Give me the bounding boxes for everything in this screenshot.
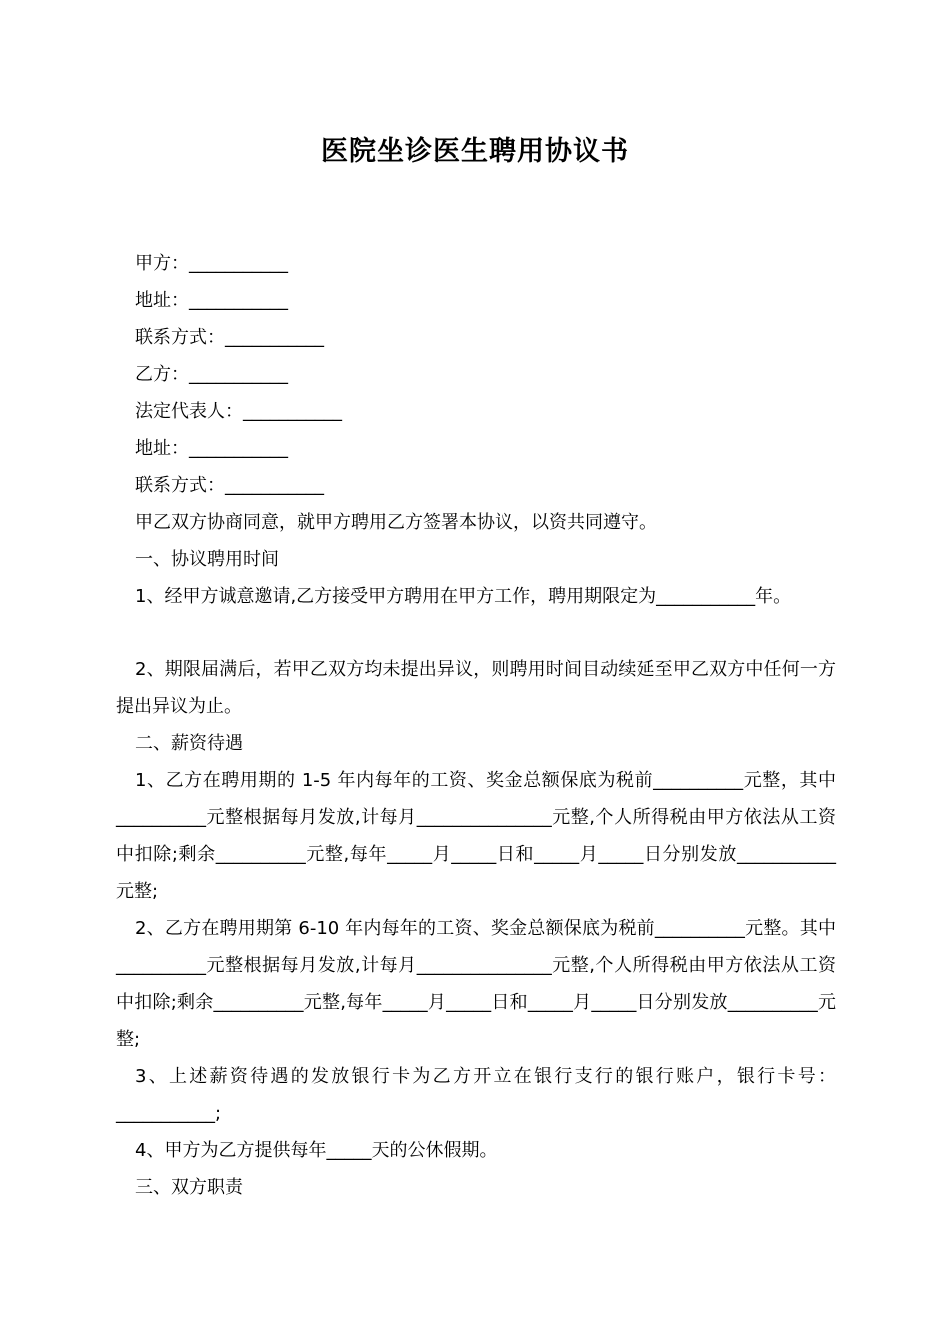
document-body [116, 245, 836, 1206]
section-2-item-1: 1、乙方在聘用期的 1-5 年内每年的工资、奖金总额保底为税前__________元整，其中__________元整根据每月发放,计每月_______________元整,个人所得税由甲方依法从工资中扣除;剩余__________元整,每年_____月_____日和_____月_____日分别发放___________元整; [116, 770, 836, 902]
party-a-name-line: 甲方：___________ [135, 253, 288, 274]
section-2-item-2: 2、乙方在聘用期第 6-10 年内每年的工资、奖金总额保底为税前__________元整。其中__________元整根据每月发放,计每月_______________元整,个人所得税由甲方依法从工资中扣除;剩余__________元整,每年_____月_____日和_____月_____日分别发放__________元整; [116, 918, 836, 1050]
section-1-item-1: 1、经甲方诚意邀请,乙方接受甲方聘用在甲方工作，聘用期限定为___________年。 [135, 586, 792, 607]
section-2-item-3: 3、上述薪资待遇的发放银行卡为乙方开立在银行支行的银行账户，银行卡号：___________; [116, 1066, 836, 1124]
section-1-item-2: 2、期限届满后，若甲乙双方均未提出异议，则聘用时间目动续延至甲乙双方中任何一方提出异议为止。 [116, 659, 836, 717]
section-3-heading: 三、双方职责 [135, 1177, 243, 1198]
party-a-address-line: 地址：___________ [135, 290, 288, 311]
paragraph-gap [116, 615, 836, 651]
section-2-heading: 二、薪资待遇 [135, 733, 243, 754]
party-b-legal-rep-line: 法定代表人：___________ [135, 401, 342, 422]
party-b-name-line: 乙方：___________ [135, 364, 288, 385]
party-b-contact-line: 联系方式：___________ [135, 475, 324, 496]
preamble-paragraph: 甲乙双方协商同意，就甲方聘用乙方签署本协议，以资共同遵守。 [135, 512, 657, 533]
section-1-heading: 一、协议聘用时间 [135, 549, 279, 570]
section-2-item-4: 4、甲方为乙方提供每年_____天的公休假期。 [135, 1140, 498, 1161]
party-a-contact-line: 联系方式：___________ [135, 327, 324, 348]
document-title: 医院坐诊医生聘用协议书 [321, 136, 629, 167]
party-b-address-line: 地址：___________ [135, 438, 288, 459]
